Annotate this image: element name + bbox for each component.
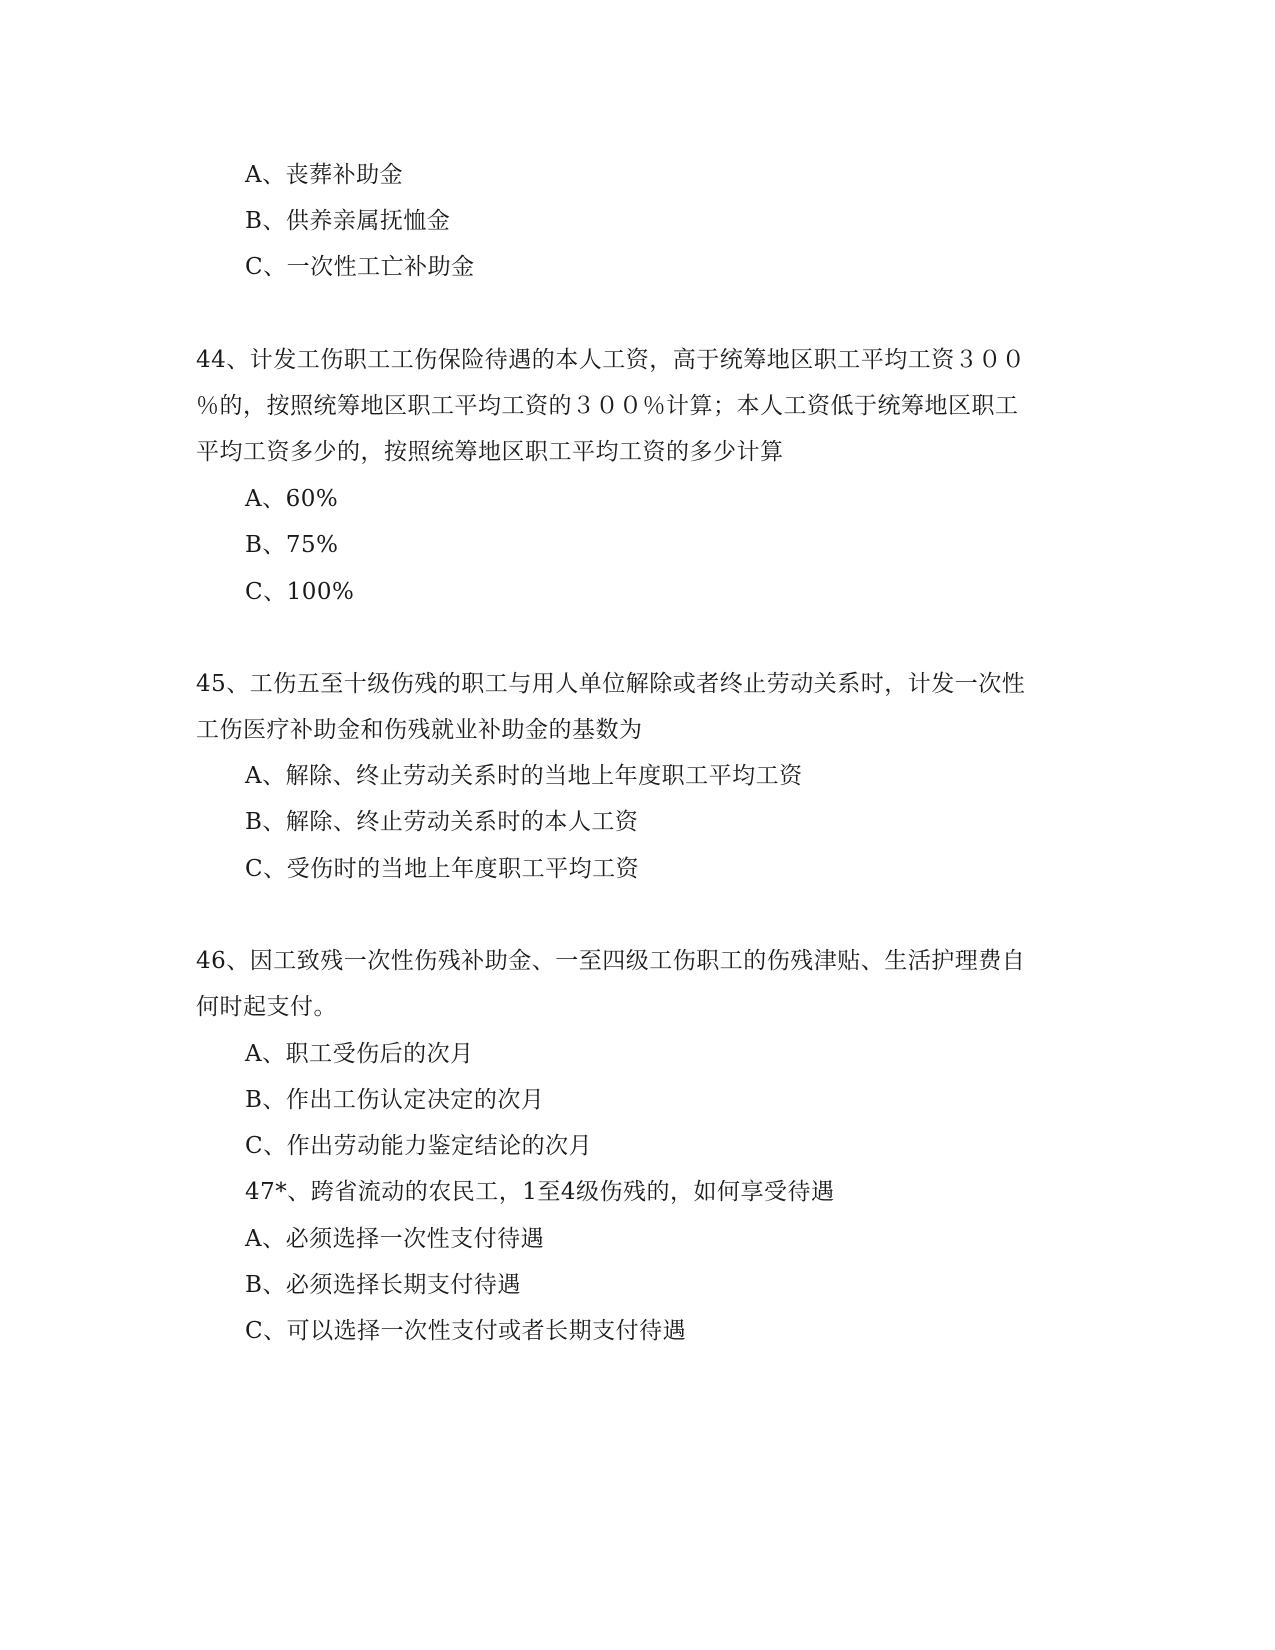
option-line: A、60% [245, 486, 339, 512]
option-line: C、一次性工亡补助金 [245, 254, 475, 280]
question-stem-line: 46、因工致残一次性伤残补助金、一至四级工伤职工的伤残津贴、生活护理费自 [196, 948, 1026, 974]
option-line: C、100% [245, 579, 355, 605]
question-stem-line: 44、计发工伤职工工伤保险待遇的本人工资，高于统筹地区职工平均工资３００ [196, 347, 1026, 373]
option-line: A、丧葬补助金 [245, 162, 404, 188]
question-stem-line: 工伤医疗补助金和伤残就业补助金的基数为 [196, 717, 643, 743]
option-line: A、职工受伤后的次月 [245, 1041, 474, 1067]
option-line: B、作出工伤认定决定的次月 [245, 1087, 545, 1113]
question-stem-line: 何时起支付。 [196, 994, 337, 1020]
option-line: A、解除、终止劳动关系时的当地上年度职工平均工资 [245, 763, 803, 789]
option-line: C、受伤时的当地上年度职工平均工资 [245, 856, 640, 882]
option-line: B、必须选择长期支付待遇 [245, 1272, 521, 1298]
option-line: C、作出劳动能力鉴定结论的次月 [245, 1133, 593, 1159]
question-stem-line: ％的，按照统筹地区职工平均工资的３００％计算；本人工资低于统筹地区职工 [196, 393, 1019, 419]
question-stem-line: 平均工资多少的，按照统筹地区职工平均工资的多少计算 [196, 439, 784, 465]
option-line: A、必须选择一次性支付待遇 [245, 1226, 545, 1252]
question-stem-line: 47*、跨省流动的农民工，1至4级伤残的，如何享受待遇 [245, 1179, 835, 1205]
option-line: B、75% [245, 532, 339, 558]
option-line: B、解除、终止劳动关系时的本人工资 [245, 809, 639, 835]
option-line: B、供养亲属抚恤金 [245, 208, 451, 234]
question-stem-line: 45、工伤五至十级伤残的职工与用人单位解除或者终止劳动关系时，计发一次性 [196, 671, 1026, 697]
option-line: C、可以选择一次性支付或者长期支付待遇 [245, 1318, 687, 1344]
